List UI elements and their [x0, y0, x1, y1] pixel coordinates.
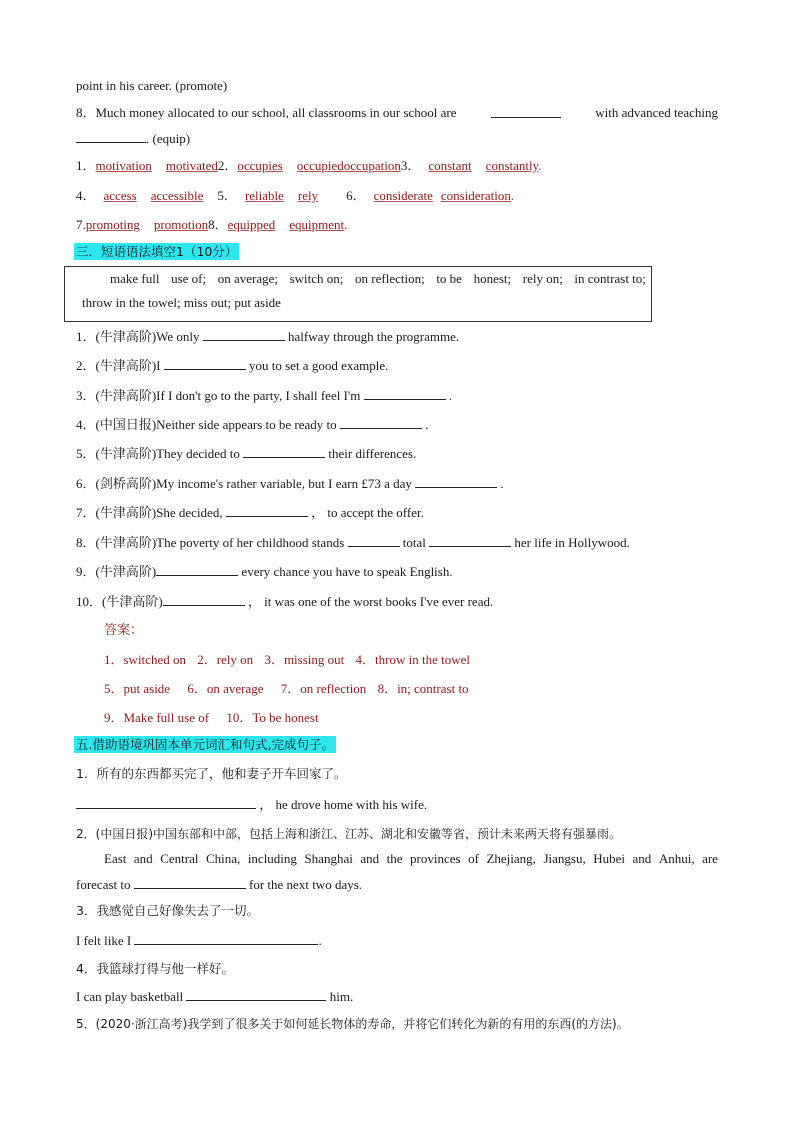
word: Zhejiang,	[486, 851, 536, 866]
s5-q5-cn	[76, 1016, 629, 1032]
s5-q4-cn	[76, 961, 234, 977]
num: 4．	[76, 188, 96, 203]
punct: .	[344, 217, 348, 232]
word: and	[632, 851, 652, 866]
word: the	[386, 851, 403, 866]
answer-key-row-2	[104, 681, 469, 697]
question-7	[76, 504, 424, 521]
answer-blank[interactable]	[348, 534, 400, 547]
answer-word: occupies	[237, 158, 283, 173]
num: 8．	[208, 217, 228, 232]
num: 3．	[400, 158, 421, 173]
answer-word: promoting	[85, 217, 140, 232]
word: and	[360, 851, 380, 866]
answer-key-row-3	[104, 710, 319, 726]
answer-word: consideration	[440, 188, 511, 203]
question-text: 4．(中国日报)Neither side appears to be ready to	[76, 417, 337, 432]
answer-blank[interactable]	[203, 328, 285, 341]
answer-word: equipped	[227, 217, 276, 232]
word-bank-item: to be	[436, 271, 462, 286]
answer-word: constant	[428, 158, 472, 173]
word-bank-item: honest;	[473, 271, 512, 286]
word-bank-line-2	[82, 295, 281, 311]
word-bank-item: make full	[110, 271, 160, 286]
answer-key-item: 2．rely on	[197, 652, 254, 667]
word: Anhui,	[658, 851, 695, 866]
answer-blank[interactable]	[134, 932, 318, 945]
answer-word: equipment	[289, 217, 345, 232]
question-text: her life in Hollywood.	[514, 535, 630, 550]
question-text: ， it was one of the worst books I've ever read.	[247, 594, 494, 609]
num: 6．	[346, 188, 366, 203]
question-text: 6．(剑桥高阶)My income's rather variable, but I earn £73 a day	[76, 476, 412, 491]
answer-word: occupation	[343, 158, 401, 173]
answer-label-text: 答案：	[104, 622, 144, 637]
word-bank-item: on reflection;	[355, 271, 425, 286]
question-text: 3．(牛津高阶)If I don't go to the party, I shall feel I'm	[76, 388, 361, 403]
question-text: 5．(2020·浙江高考)我学到了很多关于如何延长物体的寿命，并将它们转化为新的有用的东西(的方法)。	[76, 1017, 629, 1031]
question-text: 7．(牛津高阶)She decided,	[76, 505, 223, 520]
question-text: 8．(牛津高阶)The poverty of her childhood stands	[76, 535, 345, 550]
question-text: I can play basketball	[76, 989, 184, 1004]
answer-blank[interactable]	[429, 534, 511, 547]
num: 1．	[76, 158, 96, 173]
word-bank-item: on average;	[217, 271, 278, 286]
question-text: every chance you have to speak English.	[241, 564, 453, 579]
word-bank-item: in contrast to;	[574, 271, 646, 286]
question-3	[76, 387, 452, 404]
question-5	[76, 445, 416, 462]
s5-q3-en	[76, 932, 322, 949]
question-text: 1．(牛津高阶)We only	[76, 329, 200, 344]
answer-key-row-1	[104, 652, 470, 668]
punct: .	[510, 188, 515, 203]
num: 2．	[217, 158, 238, 173]
word: including	[247, 851, 297, 866]
question-text: .	[425, 417, 429, 432]
q8-text-b: with advanced teaching	[595, 105, 718, 120]
question-text: their differences.	[328, 446, 417, 461]
question-text: forecast to	[76, 877, 131, 892]
answer-word: considerate	[373, 188, 433, 203]
question-text: 3．我感觉自己好像失去了一切。	[76, 903, 259, 918]
answer-word: accessible	[150, 188, 204, 203]
s5-q3-cn	[76, 903, 259, 919]
question-text: ， he drove home with his wife.	[259, 797, 428, 812]
answer-blank[interactable]	[163, 593, 245, 606]
q8-text-c: . (equip)	[146, 131, 191, 146]
word: Jiangsu,	[543, 851, 586, 866]
question-text: 1．所有的东西都买完了，他和妻子开车回家了。	[76, 766, 347, 781]
answer-row-1	[76, 158, 542, 174]
answer-word: motivation	[95, 158, 152, 173]
answer-blank[interactable]	[226, 504, 308, 517]
answer-key-item: 10．To be honest	[226, 710, 319, 725]
word-bank-item: throw in the towel; miss out; put aside	[82, 295, 281, 310]
s5-q1-en	[76, 796, 427, 813]
s5-q2-en-2	[76, 876, 362, 893]
s5-q4-en	[76, 988, 353, 1005]
answer-word: promotion	[153, 217, 209, 232]
section-heading-5	[74, 737, 336, 753]
answer-word: constantly	[485, 158, 539, 173]
section-title: 五.借助语境巩固本单元词汇和句式,完成句子。	[76, 737, 334, 752]
answer-key-item: 1．switched on	[104, 652, 186, 667]
s5-q1-cn	[76, 766, 346, 782]
word: Hubei	[593, 851, 625, 866]
answer-blank[interactable]	[491, 105, 561, 118]
word: of	[468, 851, 479, 866]
question-text: ， to accept the offer.	[311, 505, 424, 520]
question-2	[76, 357, 388, 374]
answer-row-2	[76, 188, 514, 204]
word: China,	[205, 851, 241, 866]
answer-key-item: 6．on average	[187, 681, 264, 696]
num: 5．	[217, 188, 237, 203]
s5-q2-en	[104, 851, 718, 867]
question-text: 9．(牛津高阶)	[76, 564, 157, 579]
answer-blank[interactable]	[186, 988, 326, 1001]
answer-key-item: 3．missing out	[264, 652, 345, 667]
word-bank-item: rely on;	[522, 271, 563, 286]
word: provinces	[410, 851, 461, 866]
answer-row-3	[76, 217, 347, 233]
question-text: for the next two days.	[249, 877, 363, 892]
answer-blank[interactable]	[76, 796, 256, 809]
answer-blank[interactable]	[134, 876, 246, 889]
word: are	[702, 851, 718, 866]
answer-word: access	[103, 188, 137, 203]
question-text: total	[402, 535, 426, 550]
question-text: .	[500, 476, 504, 491]
question-text: 2．(牛津高阶)I	[76, 358, 161, 373]
answer-word: occupied	[296, 158, 344, 173]
line-text: point in his career. (promote)	[76, 78, 228, 93]
answer-key-item: 8．in; contrast to	[377, 681, 469, 696]
question-text: .	[318, 933, 322, 948]
answer-blank[interactable]	[164, 357, 246, 370]
word: East	[104, 851, 127, 866]
question-text: .	[448, 388, 453, 403]
question-text: 4．我篮球打得与他一样好。	[76, 961, 234, 976]
question-9	[76, 563, 453, 580]
q8-text: 8．Much money allocated to our school, all classrooms in our school are	[76, 105, 457, 120]
question-text: 2．(中国日报)中国东部和中部，包括上海和浙江、江苏、湖北和安徽等省，预计未来两天将有强暴雨。	[76, 827, 622, 841]
word-bank-item: switch on;	[289, 271, 344, 286]
answer-key-item: 4．throw in the towel	[355, 652, 470, 667]
question-text: him.	[329, 989, 354, 1004]
question-text: 5．(牛津高阶)They decided to	[76, 446, 240, 461]
answer-word: reliable	[244, 188, 284, 203]
answer-word: rely	[297, 188, 319, 203]
s5-q2-cn	[76, 826, 621, 842]
section-title: 三．短语语法填空1（10分）	[76, 244, 238, 259]
punct: .	[538, 158, 542, 173]
exercise-8	[76, 105, 718, 122]
question-text: I felt like I	[76, 933, 132, 948]
answer-label	[104, 622, 143, 638]
question-text: you to set a good example.	[249, 358, 389, 373]
question-text: 10．(牛津高阶)	[76, 594, 163, 609]
word: Central	[160, 851, 199, 866]
text-line	[76, 78, 227, 94]
word-bank-item: use of;	[171, 271, 207, 286]
question-8	[76, 534, 630, 551]
answer-key-item: 7．on reflection	[280, 681, 367, 696]
answer-blank[interactable]	[364, 387, 446, 400]
answer-blank[interactable]	[415, 475, 497, 488]
answer-word: motivated	[165, 158, 218, 173]
question-10	[76, 593, 493, 610]
num: 7.	[76, 217, 86, 232]
word: Shanghai	[304, 851, 353, 866]
answer-key-item: 9．Make full use of	[104, 710, 210, 725]
section-heading-3	[74, 244, 239, 260]
question-4	[76, 416, 428, 433]
exercise-8-cont	[76, 130, 190, 147]
answer-blank[interactable]	[76, 130, 146, 143]
question-6	[76, 475, 504, 492]
word-bank-line-1	[110, 271, 646, 287]
answer-blank[interactable]	[243, 445, 325, 458]
question-1	[76, 328, 459, 345]
question-text: halfway through the programme.	[288, 329, 460, 344]
answer-key-item: 5．put aside	[104, 681, 171, 696]
answer-blank[interactable]	[156, 563, 238, 576]
word: and	[133, 851, 153, 866]
answer-blank[interactable]	[340, 416, 422, 429]
